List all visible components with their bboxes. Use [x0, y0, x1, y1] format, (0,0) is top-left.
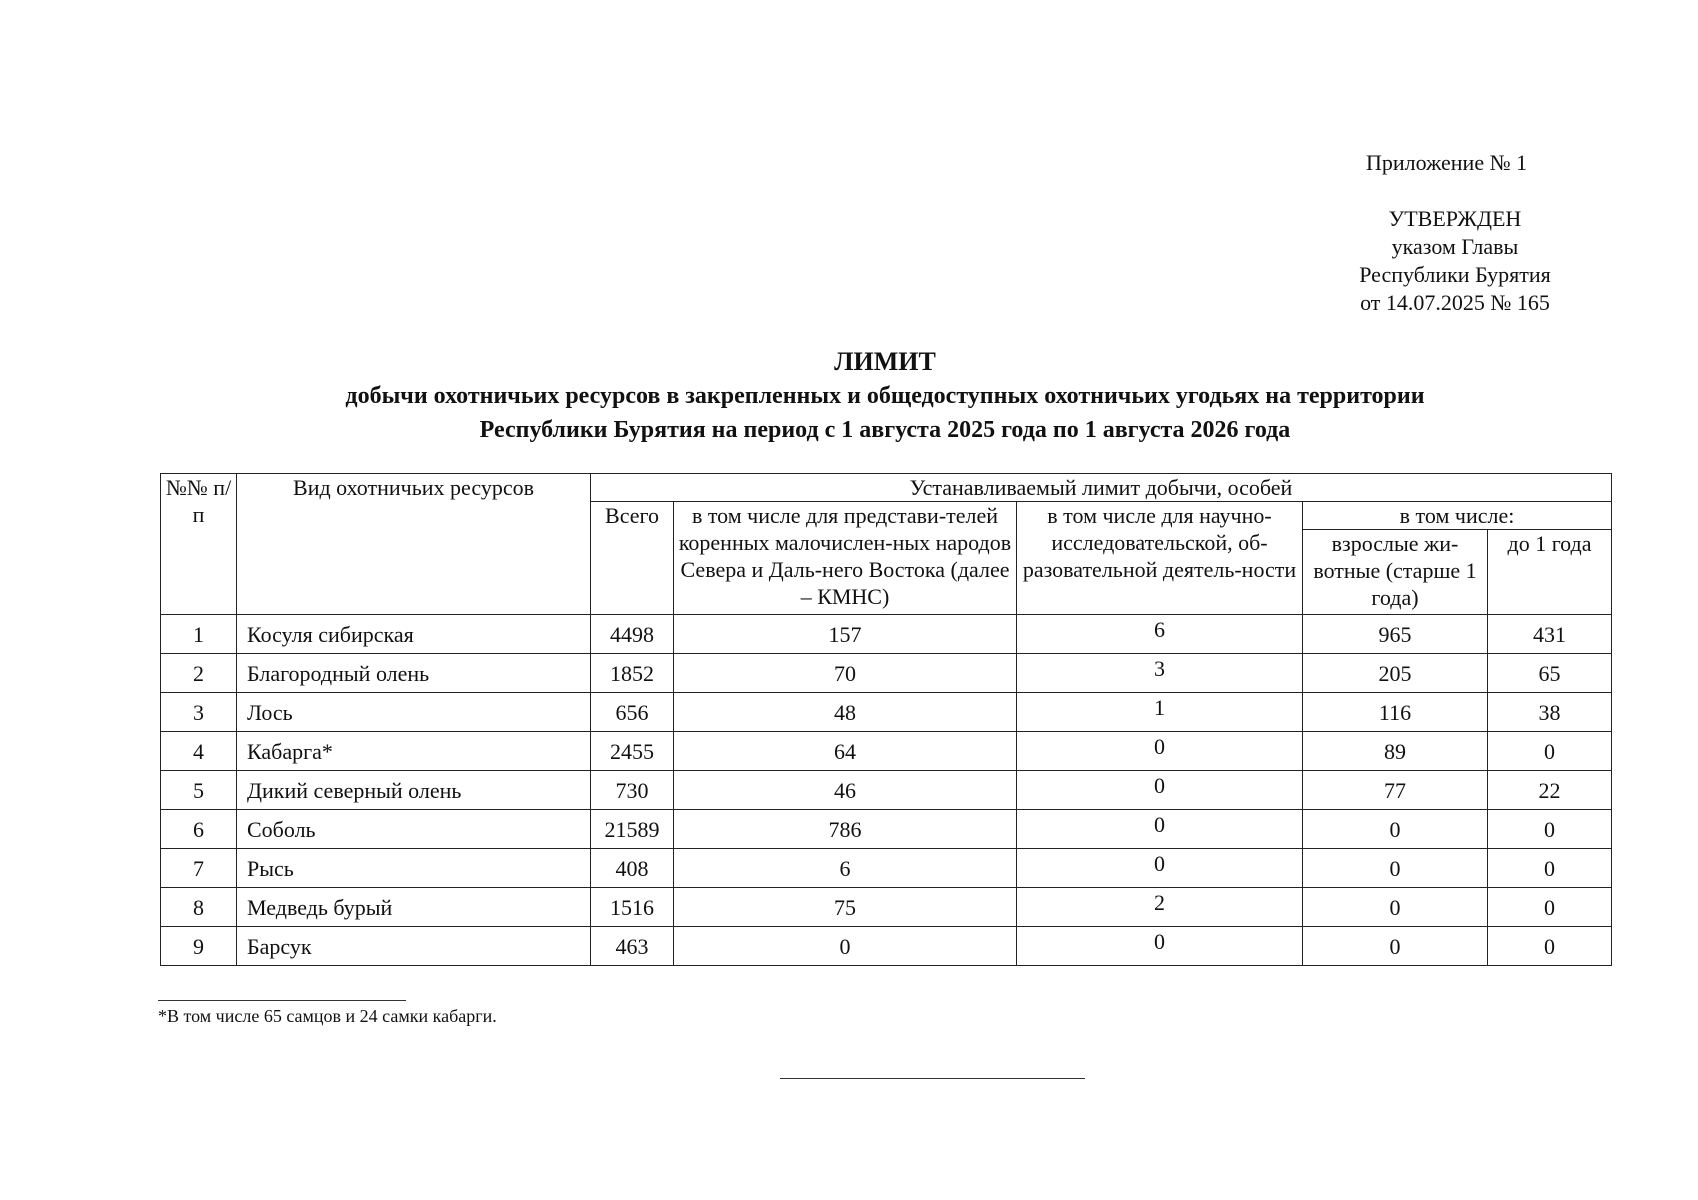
row-kmns: 75 [674, 888, 1017, 927]
header-kmns: в том числе для представи-телей коренных малочислен-ных народов Севера и Даль-него Востока (далее – КМНС) [674, 502, 1017, 615]
table-row [161, 888, 1612, 927]
title-line-1: добычи охотничьих ресурсов в закрепленных и общедоступных охотничьих угодьях на территории [345, 383, 1425, 409]
row-number: 2 [161, 654, 237, 693]
row-number: 3 [161, 693, 237, 732]
header-species: Вид охотничьих ресурсов [237, 474, 591, 615]
row-species: Благородный олень [237, 654, 591, 693]
row-science: 1 [1017, 693, 1303, 732]
row-young: 22 [1488, 771, 1612, 810]
row-adults: 205 [1303, 654, 1488, 693]
row-total: 730 [591, 771, 674, 810]
row-adults: 0 [1303, 927, 1488, 966]
header-science: в том числе для научно-исследовательской, об-разовательной деятель-ности [1017, 502, 1303, 615]
row-young: 0 [1488, 888, 1612, 927]
approval-stamp [1330, 205, 1580, 317]
row-number: 7 [161, 849, 237, 888]
row-number: 9 [161, 927, 237, 966]
header-limit-group: Устанавливаемый лимит добычи, особей [591, 474, 1612, 502]
row-kmns: 786 [674, 810, 1017, 849]
row-science: 3 [1017, 654, 1303, 693]
row-science: 0 [1017, 732, 1303, 771]
row-science: 6 [1017, 615, 1303, 654]
row-kmns: 64 [674, 732, 1017, 771]
row-number: 1 [161, 615, 237, 654]
approved-line: УТВЕРЖДЕН [1388, 206, 1522, 231]
row-young: 431 [1488, 615, 1612, 654]
header-including: в том числе: [1303, 502, 1612, 530]
table-row [161, 615, 1612, 654]
row-species: Лось [237, 693, 591, 732]
footnote: *В том числе 65 самцов и 24 самки кабарги. [158, 1006, 497, 1026]
row-adults: 0 [1303, 810, 1488, 849]
row-young: 65 [1488, 654, 1612, 693]
table-row [161, 654, 1612, 693]
appendix-label: Приложение № 1 [1366, 150, 1528, 175]
limits-table [160, 473, 1612, 966]
row-science: 0 [1017, 771, 1303, 810]
row-adults: 0 [1303, 888, 1488, 927]
document-title [160, 345, 1610, 447]
row-kmns: 46 [674, 771, 1017, 810]
row-species: Дикий северный олень [237, 771, 591, 810]
table-row [161, 810, 1612, 849]
row-species: Барсук [237, 927, 591, 966]
row-total: 2455 [591, 732, 674, 771]
row-science: 0 [1017, 927, 1303, 966]
row-species: Соболь [237, 810, 591, 849]
row-kmns: 157 [674, 615, 1017, 654]
row-total: 408 [591, 849, 674, 888]
row-young: 0 [1488, 810, 1612, 849]
approved-line: Республики Бурятия [1359, 262, 1551, 287]
row-species: Кабарга* [237, 732, 591, 771]
table-row [161, 732, 1612, 771]
title-main: ЛИМИТ [834, 347, 936, 376]
row-number: 6 [161, 810, 237, 849]
approved-line: от 14.07.2025 № 165 [1360, 290, 1550, 315]
table-row [161, 693, 1612, 732]
approved-line: указом Главы [1391, 234, 1519, 259]
footnote-divider [158, 1000, 406, 1001]
end-divider [780, 1078, 1085, 1079]
header-total: Всего [591, 502, 674, 615]
row-science: 0 [1017, 849, 1303, 888]
row-kmns: 0 [674, 927, 1017, 966]
row-adults: 0 [1303, 849, 1488, 888]
row-total: 656 [591, 693, 674, 732]
header-young: до 1 года [1488, 530, 1612, 615]
row-species: Косуля сибирская [237, 615, 591, 654]
table-row [161, 771, 1612, 810]
title-line-2: Республики Бурятия на период с 1 августа 2025 года по 1 августа 2026 года [479, 417, 1291, 443]
row-kmns: 6 [674, 849, 1017, 888]
row-total: 4498 [591, 615, 674, 654]
row-young: 0 [1488, 849, 1612, 888]
row-total: 1516 [591, 888, 674, 927]
table-row [161, 927, 1612, 966]
row-number: 8 [161, 888, 237, 927]
table-row [161, 849, 1612, 888]
row-adults: 116 [1303, 693, 1488, 732]
row-adults: 89 [1303, 732, 1488, 771]
row-species: Рысь [237, 849, 591, 888]
row-adults: 965 [1303, 615, 1488, 654]
row-science: 2 [1017, 888, 1303, 927]
row-adults: 77 [1303, 771, 1488, 810]
row-kmns: 48 [674, 693, 1017, 732]
header-number: №№ п/п [161, 474, 237, 615]
row-total: 463 [591, 927, 674, 966]
row-kmns: 70 [674, 654, 1017, 693]
row-number: 4 [161, 732, 237, 771]
row-science: 0 [1017, 810, 1303, 849]
row-total: 1852 [591, 654, 674, 693]
row-young: 0 [1488, 927, 1612, 966]
row-total: 21589 [591, 810, 674, 849]
header-adults: взрослые жи-вотные (старше 1 года) [1303, 530, 1488, 615]
row-young: 0 [1488, 732, 1612, 771]
row-young: 38 [1488, 693, 1612, 732]
row-species: Медведь бурый [237, 888, 591, 927]
row-number: 5 [161, 771, 237, 810]
